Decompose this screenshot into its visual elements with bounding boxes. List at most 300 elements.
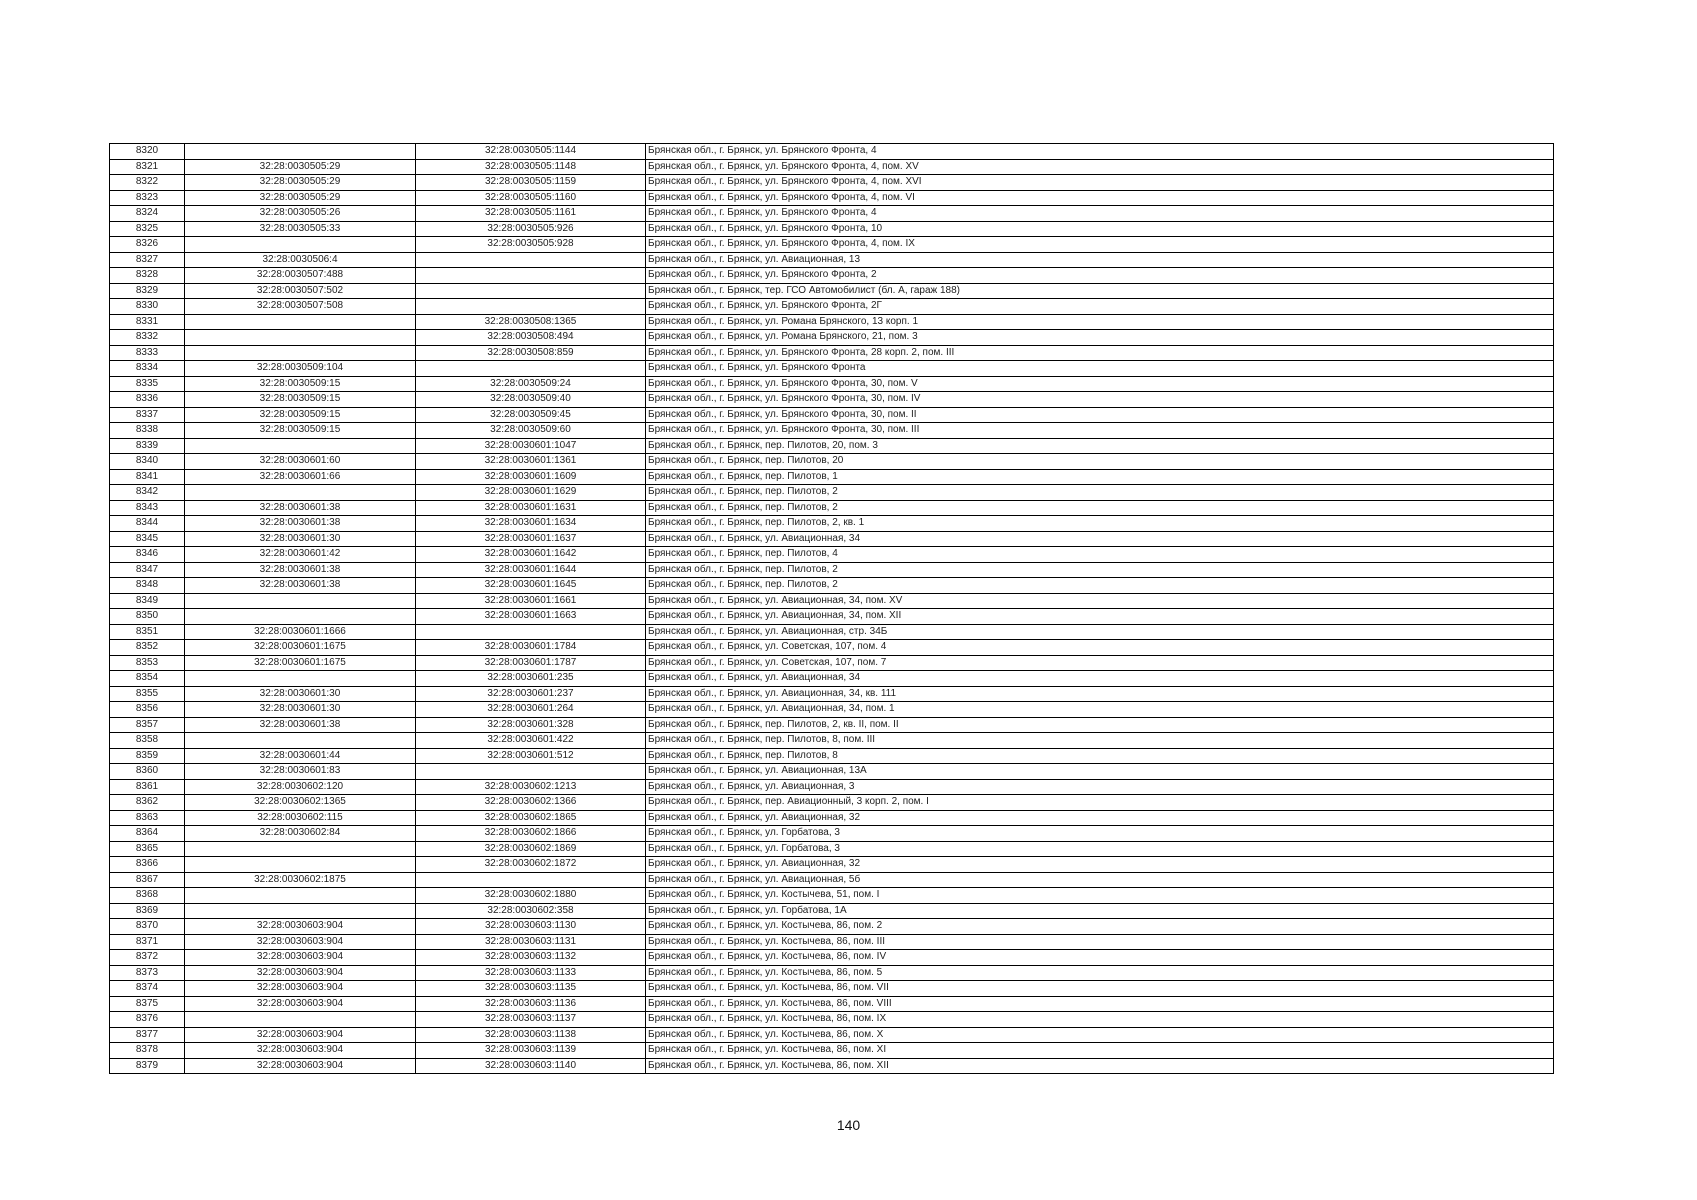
table-row xyxy=(110,190,1554,206)
address-cell: Брянская обл., г. Брянск, пер. Пилотов, 2 xyxy=(646,500,1554,516)
object-cadastral-number-cell: 32:28:0030601:1663 xyxy=(416,609,646,625)
row-number-cell: 8331 xyxy=(110,314,185,330)
row-number-cell: 8325 xyxy=(110,221,185,237)
land-cadastral-number-cell: 32:28:0030509:15 xyxy=(185,423,416,439)
address-cell: Брянская обл., г. Брянск, ул. Авиационная, 34, кв. 111 xyxy=(646,686,1554,702)
object-cadastral-number-cell: 32:28:0030603:1133 xyxy=(416,965,646,981)
object-cadastral-number-cell: 32:28:0030602:358 xyxy=(416,903,646,919)
land-cadastral-number-cell: 32:28:0030509:15 xyxy=(185,392,416,408)
land-cadastral-number-cell: 32:28:0030601:83 xyxy=(185,764,416,780)
row-number-cell: 8320 xyxy=(110,144,185,160)
table-row xyxy=(110,531,1554,547)
land-cadastral-number-cell: 32:28:0030601:1675 xyxy=(185,655,416,671)
land-cadastral-number-cell: 32:28:0030509:15 xyxy=(185,376,416,392)
table-row xyxy=(110,981,1554,997)
address-cell: Брянская обл., г. Брянск, ул. Брянского Фронта, 10 xyxy=(646,221,1554,237)
address-cell: Брянская обл., г. Брянск, ул. Брянского Фронта, 30, пом. IV xyxy=(646,392,1554,408)
object-cadastral-number-cell: 32:28:0030601:1047 xyxy=(416,438,646,454)
address-cell: Брянская обл., г. Брянск, пер. Пилотов, 20 xyxy=(646,454,1554,470)
land-cadastral-number-cell xyxy=(185,903,416,919)
address-cell: Брянская обл., г. Брянск, ул. Костычева, 51, пом. I xyxy=(646,888,1554,904)
row-number-cell: 8334 xyxy=(110,361,185,377)
row-number-cell: 8322 xyxy=(110,175,185,191)
table-row xyxy=(110,314,1554,330)
table-row xyxy=(110,1058,1554,1074)
land-cadastral-number-cell: 32:28:0030602:1875 xyxy=(185,872,416,888)
table-row xyxy=(110,547,1554,563)
address-cell: Брянская обл., г. Брянск, ул. Авиационная, 5б xyxy=(646,872,1554,888)
registry-table-body xyxy=(110,144,1554,1074)
land-cadastral-number-cell xyxy=(185,671,416,687)
land-cadastral-number-cell: 32:28:0030603:904 xyxy=(185,950,416,966)
table-row xyxy=(110,562,1554,578)
land-cadastral-number-cell: 32:28:0030603:904 xyxy=(185,1043,416,1059)
land-cadastral-number-cell: 32:28:0030603:904 xyxy=(185,934,416,950)
table-row xyxy=(110,454,1554,470)
address-cell: Брянская обл., г. Брянск, ул. Костычева, 86, пом. XI xyxy=(646,1043,1554,1059)
page-number: 140 xyxy=(836,1117,861,1133)
row-number-cell: 8359 xyxy=(110,748,185,764)
table-row xyxy=(110,872,1554,888)
land-cadastral-number-cell: 32:28:0030509:15 xyxy=(185,407,416,423)
row-number-cell: 8343 xyxy=(110,500,185,516)
table-row xyxy=(110,1012,1554,1028)
address-cell: Брянская обл., г. Брянск, ул. Брянского Фронта, 4, пом. IX xyxy=(646,237,1554,253)
table-row xyxy=(110,919,1554,935)
row-number-cell: 8333 xyxy=(110,345,185,361)
address-cell: Брянская обл., г. Брянск, ул. Костычева, 86, пом. III xyxy=(646,934,1554,950)
table-row xyxy=(110,175,1554,191)
table-row xyxy=(110,888,1554,904)
row-number-cell: 8377 xyxy=(110,1027,185,1043)
address-cell: Брянская обл., г. Брянск, ул. Брянского Фронта, 4, пом. XV xyxy=(646,159,1554,175)
land-cadastral-number-cell: 32:28:0030601:38 xyxy=(185,578,416,594)
object-cadastral-number-cell xyxy=(416,872,646,888)
address-cell: Брянская обл., г. Брянск, пер. Пилотов, 8, пом. III xyxy=(646,733,1554,749)
address-cell: Брянская обл., г. Брянск, ул. Авиационная, 34 xyxy=(646,531,1554,547)
address-cell: Брянская обл., г. Брянск, ул. Авиационная, 32 xyxy=(646,810,1554,826)
object-cadastral-number-cell: 32:28:0030508:1365 xyxy=(416,314,646,330)
object-cadastral-number-cell: 32:28:0030505:928 xyxy=(416,237,646,253)
land-cadastral-number-cell: 32:28:0030603:904 xyxy=(185,965,416,981)
table-row xyxy=(110,748,1554,764)
row-number-cell: 8375 xyxy=(110,996,185,1012)
object-cadastral-number-cell xyxy=(416,252,646,268)
object-cadastral-number-cell: 32:28:0030603:1131 xyxy=(416,934,646,950)
table-row xyxy=(110,516,1554,532)
object-cadastral-number-cell xyxy=(416,283,646,299)
row-number-cell: 8369 xyxy=(110,903,185,919)
object-cadastral-number-cell: 32:28:0030602:1865 xyxy=(416,810,646,826)
address-cell: Брянская обл., г. Брянск, ул. Костычева, 86, пом. 5 xyxy=(646,965,1554,981)
land-cadastral-number-cell xyxy=(185,330,416,346)
table-row xyxy=(110,376,1554,392)
table-row xyxy=(110,268,1554,284)
row-number-cell: 8337 xyxy=(110,407,185,423)
table-row xyxy=(110,903,1554,919)
row-number-cell: 8327 xyxy=(110,252,185,268)
address-cell: Брянская обл., г. Брянск, ул. Костычева, 86, пом. 2 xyxy=(646,919,1554,935)
object-cadastral-number-cell: 32:28:0030601:1637 xyxy=(416,531,646,547)
table-row xyxy=(110,159,1554,175)
row-number-cell: 8348 xyxy=(110,578,185,594)
row-number-cell: 8323 xyxy=(110,190,185,206)
row-number-cell: 8328 xyxy=(110,268,185,284)
object-cadastral-number-cell xyxy=(416,764,646,780)
land-cadastral-number-cell: 32:28:0030601:38 xyxy=(185,717,416,733)
land-cadastral-number-cell: 32:28:0030601:30 xyxy=(185,686,416,702)
row-number-cell: 8338 xyxy=(110,423,185,439)
table-row xyxy=(110,996,1554,1012)
table-row xyxy=(110,826,1554,842)
address-cell: Брянская обл., г. Брянск, ул. Горбатова, 3 xyxy=(646,826,1554,842)
address-cell: Брянская обл., г. Брянск, ул. Костычева, 86, пом. IX xyxy=(646,1012,1554,1028)
row-number-cell: 8367 xyxy=(110,872,185,888)
table-row xyxy=(110,252,1554,268)
table-row xyxy=(110,764,1554,780)
table-row xyxy=(110,345,1554,361)
row-number-cell: 8354 xyxy=(110,671,185,687)
land-cadastral-number-cell xyxy=(185,857,416,873)
object-cadastral-number-cell: 32:28:0030602:1213 xyxy=(416,779,646,795)
object-cadastral-number-cell: 32:28:0030601:1661 xyxy=(416,593,646,609)
table-row xyxy=(110,206,1554,222)
address-cell: Брянская обл., г. Брянск, пер. Пилотов, 20, пом. 3 xyxy=(646,438,1554,454)
row-number-cell: 8336 xyxy=(110,392,185,408)
address-cell: Брянская обл., г. Брянск, ул. Брянского Фронта, 4 xyxy=(646,206,1554,222)
land-cadastral-number-cell xyxy=(185,841,416,857)
land-cadastral-number-cell: 32:28:0030602:115 xyxy=(185,810,416,826)
row-number-cell: 8326 xyxy=(110,237,185,253)
object-cadastral-number-cell: 32:28:0030602:1880 xyxy=(416,888,646,904)
land-cadastral-number-cell: 32:28:0030601:66 xyxy=(185,469,416,485)
row-number-cell: 8339 xyxy=(110,438,185,454)
address-cell: Брянская обл., г. Брянск, ул. Горбатова, 3 xyxy=(646,841,1554,857)
address-cell: Брянская обл., г. Брянск, ул. Брянского Фронта, 4, пом. XVI xyxy=(646,175,1554,191)
row-number-cell: 8368 xyxy=(110,888,185,904)
table-row xyxy=(110,717,1554,733)
table-row xyxy=(110,841,1554,857)
object-cadastral-number-cell: 32:28:0030601:264 xyxy=(416,702,646,718)
row-number-cell: 8352 xyxy=(110,640,185,656)
land-cadastral-number-cell xyxy=(185,144,416,160)
object-cadastral-number-cell: 32:28:0030601:237 xyxy=(416,686,646,702)
object-cadastral-number-cell: 32:28:0030603:1140 xyxy=(416,1058,646,1074)
object-cadastral-number-cell: 32:28:0030601:512 xyxy=(416,748,646,764)
land-cadastral-number-cell: 32:28:0030601:38 xyxy=(185,562,416,578)
object-cadastral-number-cell xyxy=(416,299,646,315)
address-cell: Брянская обл., г. Брянск, ул. Костычева, 86, пом. VII xyxy=(646,981,1554,997)
object-cadastral-number-cell: 32:28:0030509:60 xyxy=(416,423,646,439)
object-cadastral-number-cell: 32:28:0030602:1866 xyxy=(416,826,646,842)
land-cadastral-number-cell: 32:28:0030601:1675 xyxy=(185,640,416,656)
land-cadastral-number-cell xyxy=(185,593,416,609)
land-cadastral-number-cell: 32:28:0030602:1365 xyxy=(185,795,416,811)
table-row xyxy=(110,965,1554,981)
address-cell: Брянская обл., г. Брянск, ул. Брянского Фронта xyxy=(646,361,1554,377)
object-cadastral-number-cell: 32:28:0030508:859 xyxy=(416,345,646,361)
address-cell: Брянская обл., г. Брянск, ул. Брянского Фронта, 2Г xyxy=(646,299,1554,315)
object-cadastral-number-cell: 32:28:0030509:45 xyxy=(416,407,646,423)
table-row xyxy=(110,857,1554,873)
row-number-cell: 8344 xyxy=(110,516,185,532)
land-cadastral-number-cell: 32:28:0030601:60 xyxy=(185,454,416,470)
object-cadastral-number-cell xyxy=(416,268,646,284)
land-cadastral-number-cell: 32:28:0030601:38 xyxy=(185,516,416,532)
address-cell: Брянская обл., г. Брянск, ул. Авиационная, 32 xyxy=(646,857,1554,873)
table-row xyxy=(110,686,1554,702)
address-cell: Брянская обл., г. Брянск, ул. Брянского Фронта, 4, пом. VI xyxy=(646,190,1554,206)
address-cell: Брянская обл., г. Брянск, пер. Пилотов, 8 xyxy=(646,748,1554,764)
address-cell: Брянская обл., г. Брянск, ул. Романа Брянского, 21, пом. 3 xyxy=(646,330,1554,346)
land-cadastral-number-cell: 32:28:0030505:29 xyxy=(185,159,416,175)
object-cadastral-number-cell: 32:28:0030601:1631 xyxy=(416,500,646,516)
object-cadastral-number-cell: 32:28:0030505:1144 xyxy=(416,144,646,160)
object-cadastral-number-cell: 32:28:0030601:1645 xyxy=(416,578,646,594)
object-cadastral-number-cell: 32:28:0030601:328 xyxy=(416,717,646,733)
object-cadastral-number-cell: 32:28:0030601:235 xyxy=(416,671,646,687)
row-number-cell: 8362 xyxy=(110,795,185,811)
row-number-cell: 8340 xyxy=(110,454,185,470)
land-cadastral-number-cell xyxy=(185,345,416,361)
address-cell: Брянская обл., г. Брянск, ул. Горбатова, 1А xyxy=(646,903,1554,919)
land-cadastral-number-cell: 32:28:0030505:26 xyxy=(185,206,416,222)
table-row xyxy=(110,810,1554,826)
table-row xyxy=(110,500,1554,516)
address-cell: Брянская обл., г. Брянск, ул. Брянского Фронта, 4 xyxy=(646,144,1554,160)
row-number-cell: 8345 xyxy=(110,531,185,547)
row-number-cell: 8350 xyxy=(110,609,185,625)
address-cell: Брянская обл., г. Брянск, ул. Брянского Фронта, 28 корп. 2, пом. III xyxy=(646,345,1554,361)
address-cell: Брянская обл., г. Брянск, ул. Советская, 107, пом. 4 xyxy=(646,640,1554,656)
row-number-cell: 8376 xyxy=(110,1012,185,1028)
object-cadastral-number-cell: 32:28:0030505:1160 xyxy=(416,190,646,206)
land-cadastral-number-cell: 32:28:0030601:38 xyxy=(185,500,416,516)
row-number-cell: 8330 xyxy=(110,299,185,315)
object-cadastral-number-cell: 32:28:0030601:1642 xyxy=(416,547,646,563)
land-cadastral-number-cell: 32:28:0030601:44 xyxy=(185,748,416,764)
table-row xyxy=(110,934,1554,950)
address-cell: Брянская обл., г. Брянск, ул. Авиационная, 34 xyxy=(646,671,1554,687)
object-cadastral-number-cell: 32:28:0030509:40 xyxy=(416,392,646,408)
object-cadastral-number-cell: 32:28:0030505:1148 xyxy=(416,159,646,175)
table-row xyxy=(110,361,1554,377)
address-cell: Брянская обл., г. Брянск, ул. Авиационная, 13 xyxy=(646,252,1554,268)
row-number-cell: 8351 xyxy=(110,624,185,640)
address-cell: Брянская обл., г. Брянск, пер. Пилотов, 4 xyxy=(646,547,1554,563)
table-row xyxy=(110,485,1554,501)
object-cadastral-number-cell: 32:28:0030603:1136 xyxy=(416,996,646,1012)
table-row xyxy=(110,578,1554,594)
table-row xyxy=(110,330,1554,346)
object-cadastral-number-cell: 32:28:0030601:422 xyxy=(416,733,646,749)
address-cell: Брянская обл., г. Брянск, ул. Авиационная, 34, пом. 1 xyxy=(646,702,1554,718)
object-cadastral-number-cell xyxy=(416,624,646,640)
table-row xyxy=(110,702,1554,718)
object-cadastral-number-cell: 32:28:0030505:926 xyxy=(416,221,646,237)
land-cadastral-number-cell: 32:28:0030603:904 xyxy=(185,981,416,997)
object-cadastral-number-cell: 32:28:0030603:1139 xyxy=(416,1043,646,1059)
object-cadastral-number-cell: 32:28:0030603:1130 xyxy=(416,919,646,935)
row-number-cell: 8373 xyxy=(110,965,185,981)
object-cadastral-number-cell: 32:28:0030601:1644 xyxy=(416,562,646,578)
row-number-cell: 8353 xyxy=(110,655,185,671)
land-cadastral-number-cell: 32:28:0030507:502 xyxy=(185,283,416,299)
object-cadastral-number-cell: 32:28:0030601:1629 xyxy=(416,485,646,501)
row-number-cell: 8374 xyxy=(110,981,185,997)
table-row xyxy=(110,438,1554,454)
table-row xyxy=(110,593,1554,609)
row-number-cell: 8346 xyxy=(110,547,185,563)
row-number-cell: 8321 xyxy=(110,159,185,175)
table-row xyxy=(110,671,1554,687)
registry-table xyxy=(109,143,1554,1074)
row-number-cell: 8341 xyxy=(110,469,185,485)
table-row xyxy=(110,407,1554,423)
land-cadastral-number-cell: 32:28:0030601:42 xyxy=(185,547,416,563)
land-cadastral-number-cell: 32:28:0030601:30 xyxy=(185,702,416,718)
table-row xyxy=(110,299,1554,315)
object-cadastral-number-cell: 32:28:0030602:1872 xyxy=(416,857,646,873)
row-number-cell: 8342 xyxy=(110,485,185,501)
address-cell: Брянская обл., г. Брянск, ул. Костычева, 86, пом. X xyxy=(646,1027,1554,1043)
object-cadastral-number-cell: 32:28:0030602:1366 xyxy=(416,795,646,811)
table-row xyxy=(110,1027,1554,1043)
table-row xyxy=(110,237,1554,253)
address-cell: Брянская обл., г. Брянск, ул. Романа Брянского, 13 корп. 1 xyxy=(646,314,1554,330)
table-row xyxy=(110,392,1554,408)
land-cadastral-number-cell: 32:28:0030507:508 xyxy=(185,299,416,315)
table-row xyxy=(110,283,1554,299)
row-number-cell: 8379 xyxy=(110,1058,185,1074)
land-cadastral-number-cell: 32:28:0030602:120 xyxy=(185,779,416,795)
land-cadastral-number-cell: 32:28:0030506:4 xyxy=(185,252,416,268)
object-cadastral-number-cell: 32:28:0030509:24 xyxy=(416,376,646,392)
table-row xyxy=(110,950,1554,966)
address-cell: Брянская обл., г. Брянск, пер. Пилотов, 2 xyxy=(646,578,1554,594)
land-cadastral-number-cell: 32:28:0030505:33 xyxy=(185,221,416,237)
address-cell: Брянская обл., г. Брянск, ул. Советская, 107, пом. 7 xyxy=(646,655,1554,671)
table-row xyxy=(110,469,1554,485)
row-number-cell: 8370 xyxy=(110,919,185,935)
row-number-cell: 8324 xyxy=(110,206,185,222)
address-cell: Брянская обл., г. Брянск, ул. Авиационная, 34, пом. XV xyxy=(646,593,1554,609)
land-cadastral-number-cell xyxy=(185,438,416,454)
row-number-cell: 8349 xyxy=(110,593,185,609)
table-row xyxy=(110,640,1554,656)
row-number-cell: 8365 xyxy=(110,841,185,857)
table-row xyxy=(110,655,1554,671)
table-row xyxy=(110,779,1554,795)
land-cadastral-number-cell: 32:28:0030505:29 xyxy=(185,190,416,206)
land-cadastral-number-cell: 32:28:0030603:904 xyxy=(185,1058,416,1074)
table-row xyxy=(110,795,1554,811)
object-cadastral-number-cell: 32:28:0030603:1138 xyxy=(416,1027,646,1043)
row-number-cell: 8357 xyxy=(110,717,185,733)
object-cadastral-number-cell: 32:28:0030603:1132 xyxy=(416,950,646,966)
row-number-cell: 8372 xyxy=(110,950,185,966)
address-cell: Брянская обл., г. Брянск, ул. Авиационная, стр. 34Б xyxy=(646,624,1554,640)
object-cadastral-number-cell: 32:28:0030505:1159 xyxy=(416,175,646,191)
address-cell: Брянская обл., г. Брянск, пер. Пилотов, 2 xyxy=(646,485,1554,501)
row-number-cell: 8335 xyxy=(110,376,185,392)
address-cell: Брянская обл., г. Брянск, ул. Костычева, 86, пом. IV xyxy=(646,950,1554,966)
land-cadastral-number-cell: 32:28:0030505:29 xyxy=(185,175,416,191)
object-cadastral-number-cell: 32:28:0030603:1135 xyxy=(416,981,646,997)
row-number-cell: 8378 xyxy=(110,1043,185,1059)
land-cadastral-number-cell: 32:28:0030509:104 xyxy=(185,361,416,377)
table-row xyxy=(110,733,1554,749)
table-row xyxy=(110,609,1554,625)
object-cadastral-number-cell: 32:28:0030601:1787 xyxy=(416,655,646,671)
land-cadastral-number-cell: 32:28:0030603:904 xyxy=(185,996,416,1012)
land-cadastral-number-cell xyxy=(185,609,416,625)
row-number-cell: 8363 xyxy=(110,810,185,826)
object-cadastral-number-cell: 32:28:0030505:1161 xyxy=(416,206,646,222)
row-number-cell: 8329 xyxy=(110,283,185,299)
object-cadastral-number-cell: 32:28:0030508:494 xyxy=(416,330,646,346)
land-cadastral-number-cell: 32:28:0030601:1666 xyxy=(185,624,416,640)
address-cell: Брянская обл., г. Брянск, ул. Авиационная, 13А xyxy=(646,764,1554,780)
land-cadastral-number-cell xyxy=(185,888,416,904)
row-number-cell: 8355 xyxy=(110,686,185,702)
land-cadastral-number-cell xyxy=(185,237,416,253)
address-cell: Брянская обл., г. Брянск, пер. Пилотов, 2, кв. II, пом. II xyxy=(646,717,1554,733)
object-cadastral-number-cell xyxy=(416,361,646,377)
row-number-cell: 8347 xyxy=(110,562,185,578)
row-number-cell: 8364 xyxy=(110,826,185,842)
address-cell: Брянская обл., г. Брянск, ул. Брянского Фронта, 30, пом. V xyxy=(646,376,1554,392)
address-cell: Брянская обл., г. Брянск, ул. Брянского Фронта, 30, пом. III xyxy=(646,423,1554,439)
land-cadastral-number-cell: 32:28:0030601:30 xyxy=(185,531,416,547)
row-number-cell: 8366 xyxy=(110,857,185,873)
object-cadastral-number-cell: 32:28:0030601:1609 xyxy=(416,469,646,485)
object-cadastral-number-cell: 32:28:0030601:1784 xyxy=(416,640,646,656)
object-cadastral-number-cell: 32:28:0030603:1137 xyxy=(416,1012,646,1028)
address-cell: Брянская обл., г. Брянск, ул. Брянского Фронта, 2 xyxy=(646,268,1554,284)
address-cell: Брянская обл., г. Брянск, ул. Авиационная, 34, пом. XII xyxy=(646,609,1554,625)
row-number-cell: 8356 xyxy=(110,702,185,718)
address-cell: Брянская обл., г. Брянск, пер. Пилотов, 2, кв. 1 xyxy=(646,516,1554,532)
land-cadastral-number-cell: 32:28:0030507:488 xyxy=(185,268,416,284)
table-row xyxy=(110,221,1554,237)
address-cell: Брянская обл., г. Брянск, ул. Авиационная, 3 xyxy=(646,779,1554,795)
object-cadastral-number-cell: 32:28:0030602:1869 xyxy=(416,841,646,857)
row-number-cell: 8361 xyxy=(110,779,185,795)
object-cadastral-number-cell: 32:28:0030601:1361 xyxy=(416,454,646,470)
table-row xyxy=(110,423,1554,439)
address-cell: Брянская обл., г. Брянск, ул. Костычева, 86, пом. VIII xyxy=(646,996,1554,1012)
land-cadastral-number-cell: 32:28:0030602:84 xyxy=(185,826,416,842)
land-cadastral-number-cell xyxy=(185,1012,416,1028)
address-cell: Брянская обл., г. Брянск, ул. Костычева, 86, пом. XII xyxy=(646,1058,1554,1074)
row-number-cell: 8332 xyxy=(110,330,185,346)
row-number-cell: 8360 xyxy=(110,764,185,780)
row-number-cell: 8371 xyxy=(110,934,185,950)
table-row xyxy=(110,1043,1554,1059)
address-cell: Брянская обл., г. Брянск, пер. Пилотов, 1 xyxy=(646,469,1554,485)
land-cadastral-number-cell xyxy=(185,485,416,501)
land-cadastral-number-cell xyxy=(185,314,416,330)
land-cadastral-number-cell: 32:28:0030603:904 xyxy=(185,919,416,935)
table-row xyxy=(110,624,1554,640)
table-row xyxy=(110,144,1554,160)
land-cadastral-number-cell xyxy=(185,733,416,749)
address-cell: Брянская обл., г. Брянск, ул. Брянского Фронта, 30, пом. II xyxy=(646,407,1554,423)
row-number-cell: 8358 xyxy=(110,733,185,749)
land-cadastral-number-cell: 32:28:0030603:904 xyxy=(185,1027,416,1043)
address-cell: Брянская обл., г. Брянск, пер. Авиационный, 3 корп. 2, пом. I xyxy=(646,795,1554,811)
